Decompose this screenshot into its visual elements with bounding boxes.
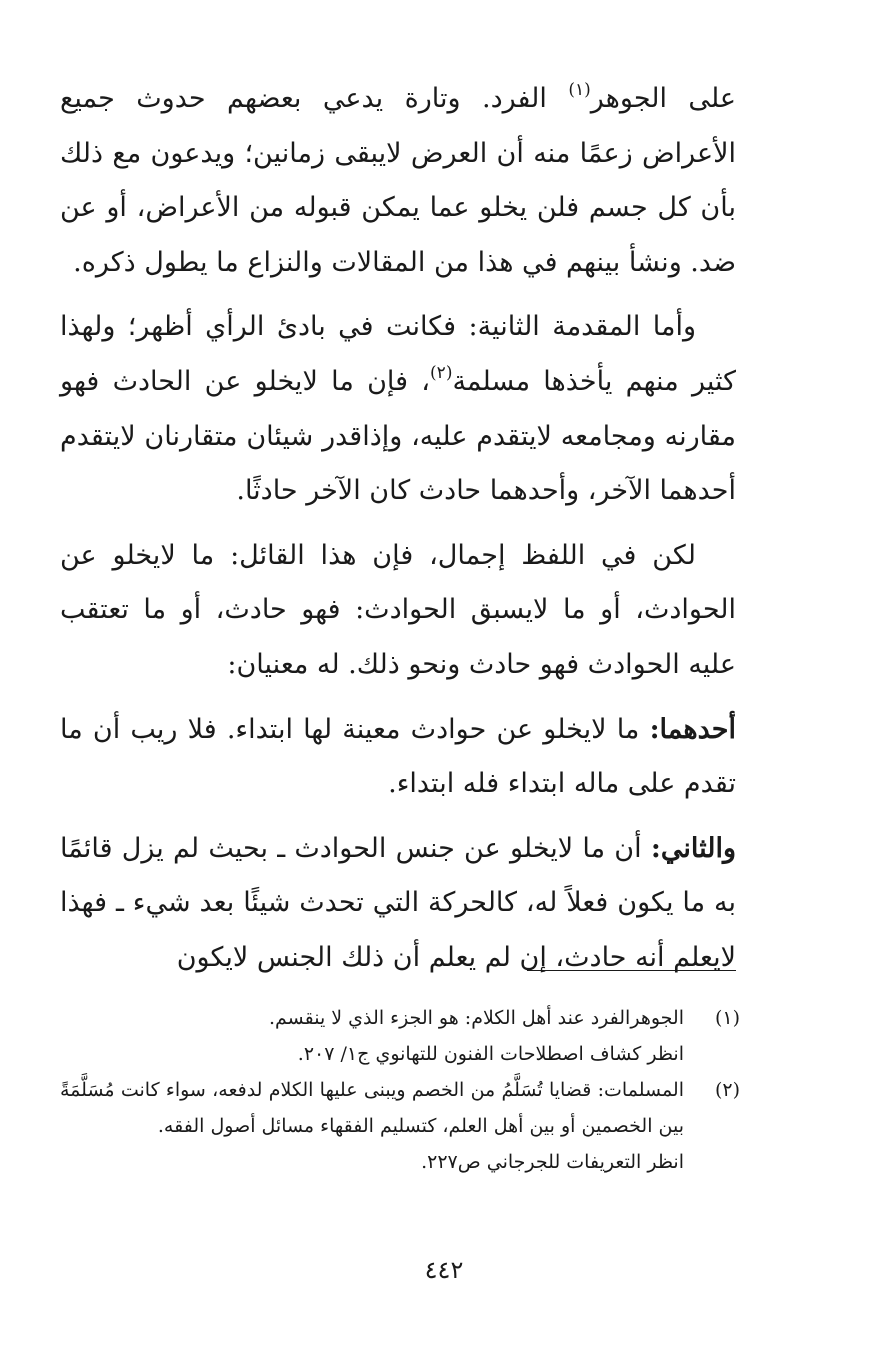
paragraph-3-text: لكن في اللفظ إجمال، فإن هذا القائل: ما لايخلو عن الحوادث، أو ما لايسبق الحوادث: فهو حادث، أو ما تعتقب عليه الحوادث فهو حادث ونحو ذلك. له معنيان: xyxy=(60,539,736,680)
paragraph-5-lead: والثاني: xyxy=(650,832,736,864)
paragraph-4 xyxy=(60,703,736,812)
footnote-1-line-1: الجوهرالفرد عند أهل الكلام: هو الجزء الذي لا ينقسم. xyxy=(269,1007,684,1029)
paragraph-4-lead: أحدهما: xyxy=(649,713,736,745)
footnote-ref-1: (١) xyxy=(568,80,591,100)
paragraph-5-text: أن ما لايخلو عن جنس الحوادث ـ بحيث لم يزل قائمًا به ما يكون فعلاً له، كالحركة التي تحدث شيئًا بعد شيء ـ فهذا لايعلم أنه حادث، إن لم يعلم أن ذلك الجنس لايكون xyxy=(60,832,736,973)
footnote-1-body xyxy=(60,1000,684,1072)
footnote-2-line-1: المسلمات: قضايا تُسَلَّمُ من الخصم ويبنى عليها الكلام لدفعه، سواء كانت مُسَلَّمَةً بين الخصمين أو بين أهل العلم، كتسليم الفقهاء مسائل أصول الفقه. xyxy=(60,1079,684,1137)
paragraph-1-end: الفرد. وتارة يدعي بعضهم حدوث جميع الأعراض زعمًا منه أن العرض لايبقى زمانين؛ ويدعون مع ذلك بأن كل جسم فلن يخلو عما يمكن قبوله من الأعراض، أو عن ضد. ونشأ بينهم في هذا من المقالات والنزاع ما يطول ذكره. xyxy=(60,83,736,278)
paragraph-3 xyxy=(60,529,736,693)
main-text xyxy=(60,72,736,996)
paragraph-2-end: ، فإن ما لايخلو عن الحادث فهو مقارنه ومجامعه لايتقدم عليه، وإذاقدر شيئان متقارنان لايتقدم أحدهما الآخر، وأحدهما حادث كان الآخر حادثًا. xyxy=(60,365,736,507)
paragraph-2 xyxy=(60,300,736,518)
footnote-2-body xyxy=(60,1072,684,1180)
footnote-2-line-2: انظر التعريفات للجرجاني ص٢٢٧. xyxy=(421,1151,684,1173)
paragraph-1 xyxy=(60,72,736,290)
paragraph-4-text: ما لايخلو عن حوادث معينة لها ابتداء. فلا ريب أن ما تقدم على ماله ابتداء فله ابتداء. xyxy=(60,713,736,800)
footnote-2-number: (٢) xyxy=(714,1079,740,1101)
footnote-separator xyxy=(527,970,736,971)
paragraph-5 xyxy=(60,822,736,986)
paragraph-1-start: على الجوهر xyxy=(590,83,736,114)
footnote-1 xyxy=(60,1000,740,1072)
paragraph-2-start: وأما المقدمة الثانية: فكانت في بادئ الرأي أظهر؛ ولهذا كثير منهم يأخذها مسلمة xyxy=(60,311,736,397)
page-number: ٤٤٢ xyxy=(424,1256,464,1284)
footnote-1-number: (١) xyxy=(714,1007,740,1029)
footnotes xyxy=(60,1000,740,1180)
footnote-1-line-2: انظر كشاف اصطلاحات الفنون للتهانوي ج١/ ٢٠٧. xyxy=(297,1043,684,1065)
footnote-ref-2: (٢) xyxy=(430,362,453,383)
footnote-2 xyxy=(60,1072,740,1180)
